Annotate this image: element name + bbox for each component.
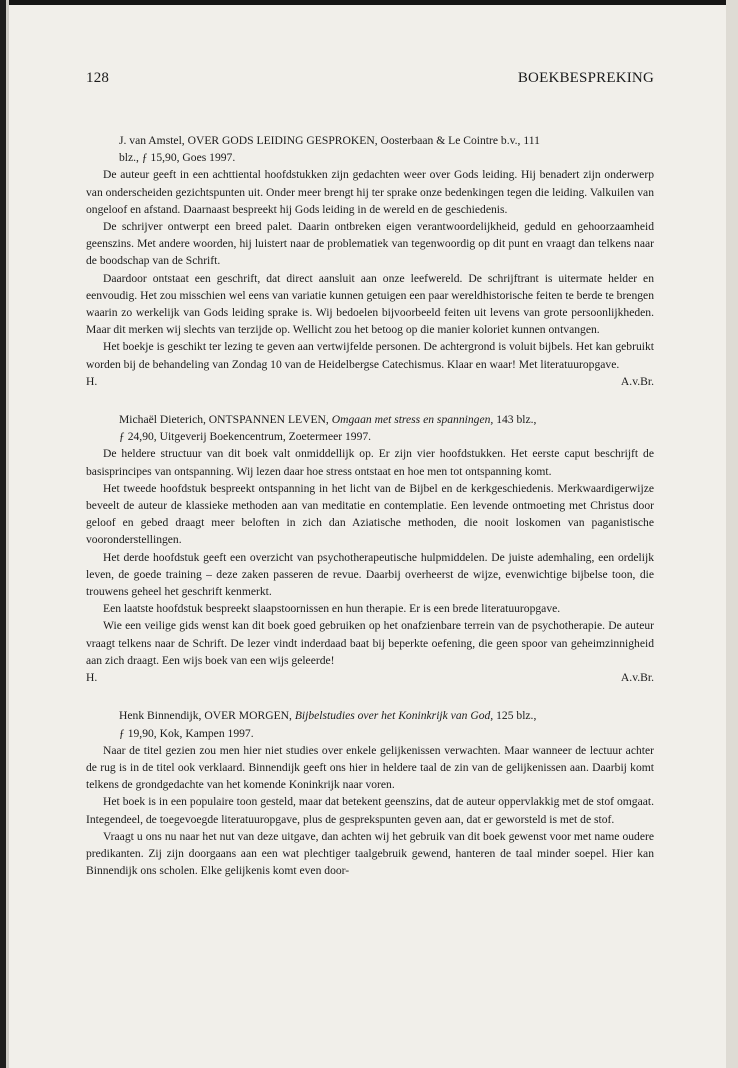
review-paragraph: Daardoor ontstaat een geschrift, dat direct aansluit aan onze leefwereld. De schrijftrant is uitermate helder en eenvoudig. Het zou misschien wel eens van variatie kunnen getuigen een paar wereldhistorische feiten te berde te brengen waarin zo werkelijk van Gods leiding sprake is. Wij bedoelen bijvoorbeeld feiten uit levens van grote persoonlijkheden. Maar dit merken wij slechts van terzijde op. Wellicht zou het betoog op die manier koloriet kunnen ontvangen.: [86, 271, 654, 337]
running-head: BOEKBESPREKING: [517, 70, 654, 86]
page-number: 128: [86, 70, 110, 86]
review-2: [86, 411, 654, 686]
citation-suffix: 143 blz.,: [493, 413, 537, 427]
review-paragraph: De auteur geeft in een achttiental hoofdstukken zijn gedachten weer over Gods leiding. Hij benadert zijn onderwerp van onderscheiden gezichtspunten uit. Onder meer brengt hij ter sprake onze bedenkingen tegen die leiding. Valkuilen van ongeloof en afstand. Daarnaast bespreekt hij Gods leiding in de wereld en de geschiedenis.: [86, 168, 654, 216]
review-paragraph: Wie een veilige gids wenst kan dit boek goed gebruiken op het onafzienbare terrein van de psychotherapie. De auteur vraagt telkens naar de Schrift. De lezer vindt inderdaad baat bij beperkte oefening, die geen spoor van geheimzinnigheid aan zich draagt. Een wijs boek van een wijs geleerde!: [86, 619, 654, 667]
scan-border-right: [726, 0, 738, 1068]
citation-subtitle: Bijbelstudies over het Koninkrijk van God,: [294, 709, 494, 723]
review-citation: [86, 411, 654, 445]
reviewer-name: A.v.Br.: [620, 374, 654, 388]
citation-line-1: J. van Amstel, OVER GODS LEIDING GESPROKEN, Oosterbaan & Le Cointre b.v., 111: [119, 134, 540, 147]
signature-initial: H.: [86, 671, 98, 685]
review-paragraph: De schrijver ontwerpt een breed palet. Daarin ontbreken eigen verantwoordelijkheid, geduld en gehoorzaamheid geenszins. Met andere woorden, hij luistert naar de problematiek van tegenwoordig op dit punt en vraagt dan telkens naar de boodschap van de Schrift.: [86, 220, 654, 268]
review-signature: [86, 669, 654, 686]
review-paragraph: Vraagt u ons nu naar het nut van deze uitgave, dan achten wij het gebruik van dit boek gewenst voor met name oudere predikanten. Zij zijn doorgaans aan een wat plechtiger taalgebruik gewend, hanteren de taal minder soepel. Hier kan Binnendijk ons scholen. Elke gelijkenis komt even door-: [86, 829, 654, 878]
review-paragraph: Naar de titel gezien zou men hier niet studies over enkele gelijkenissen verwachten. Maar wanneer de lectuur achter de rug is in de titel ook verklaard. Binnendijk geeft ons hier in heldere taal de zin van de gelijkenissen aan. Daarbij komt telkens de grondgedachte van het komende Koninkrijk naar voren.: [86, 743, 654, 792]
review-paragraph: Het derde hoofdstuk geeft een overzicht van psychotherapeutische hulpmiddelen. De juiste ademhaling, een ordelijk leven, de goede training – deze zaken passeren de revue. Daarbij overheerst de wijze, evenwichtige bijbelse toon, die trouwens geheel het geschrift kenmerkt.: [86, 550, 654, 599]
review-paragraph: Het boek is in een populaire toon gesteld, maar dat betekent geenszins, dat de auteur oppervlakkig met de stof omgaat. Integendeel, de toegevoegde literatuuropgave, plus de gesprekspunten geven aan, dat er geworsteld is met de stof.: [86, 795, 654, 826]
review-paragraph: Het boekje is geschikt ter lezing te geven aan vertwijfelde personen. De achtergrond is voluit bijbels. Het kan gebruikt worden bij de behandeling van Zondag 10 van de Heidelbergse Catechismus. Klaar en waar! Met literatuuropgave.: [86, 340, 654, 371]
review-citation: [86, 707, 654, 741]
review-paragraph: Het tweede hoofdstuk bespreekt ontspanning in het licht van de Bijbel en de kerkgeschiedenis. Merkwaardigerwijze beveelt de auteur de klassieke methoden aan van meditatie en contemplatie. Een levende ontmoeting met Christus door geloof en gebed draagt meer beloften in zich dan Aziatische methoden, die nooit loskomen van paganistische vooronderstellingen.: [86, 481, 654, 547]
review-paragraph: Een laatste hoofdstuk bespreekt slaapstoornissen en hun therapie. Er is een brede literatuuropgave.: [103, 602, 561, 616]
citation-line-2: ƒ 24,90, Uitgeverij Boekencentrum, Zoetermeer 1997.: [119, 430, 372, 444]
review-paragraph: De heldere structuur van dit boek valt onmiddellijk op. Er zijn vier hoofdstukken. Het eerste caput beschrijft de basisprincipes van ontspanning. Wij lezen daar hoe stress ontstaat en hoe men tot ontspanning komt.: [86, 447, 654, 478]
scan-border-left-shadow: [6, 0, 9, 1068]
citation-prefix: Henk Binnendijk, OVER MORGEN,: [119, 709, 295, 723]
page-content: [86, 132, 654, 900]
review-signature: [86, 373, 654, 390]
review-citation: [86, 132, 654, 166]
citation-line-2: blz., ƒ 15,90, Goes 1997.: [119, 151, 236, 165]
scan-border-top: [0, 0, 738, 5]
citation-suffix: 125 blz.,: [493, 709, 537, 723]
reviewer-name: A.v.Br.: [620, 671, 654, 685]
page-header: [86, 70, 654, 87]
citation-prefix: Michaël Dieterich, ONTSPANNEN LEVEN,: [119, 413, 332, 427]
review-3: [86, 707, 654, 879]
signature-initial: H.: [86, 374, 98, 388]
citation-line-2: ƒ 19,90, Kok, Kampen 1997.: [119, 726, 254, 740]
review-1: [86, 132, 654, 390]
citation-subtitle: Omgaan met stress en spanningen,: [331, 413, 494, 427]
